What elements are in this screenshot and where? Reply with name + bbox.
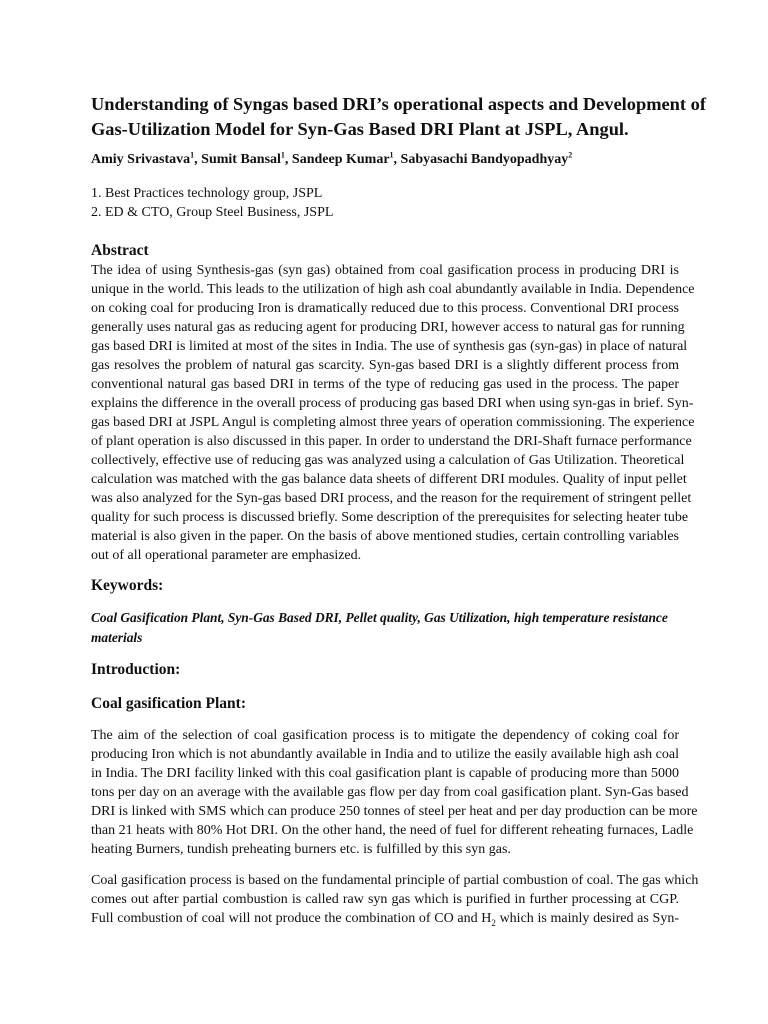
text-run: Full combustion of coal will not produce the combination of CO and H [91,911,492,926]
title-line: Gas-Utilization Model for Syn-Gas Based DRI Plant at JSPL, Angul. [91,119,629,139]
paragraph-line: gas resolves the problem of natural gas scarcity. Syn-gas based DRI is a slightly different process from [91,358,679,373]
author-affiliation-mark: 1 [190,150,195,160]
paragraph-line [91,909,679,928]
introduction-heading: Introduction: [91,661,181,678]
paragraph-line: was also analyzed for the Syn-gas based DRI process, and the reason for the requirement of stringent pellet [91,491,692,506]
paragraph-line: Coal gasification process is based on the fundamental principle of partial combustion of coal. The gas which [91,873,699,888]
paragraph-line: unique in the world. This leads to the utilization of high ash coal abundantly available in India. Dependence [91,282,695,297]
paragraph-line: gas based DRI at JSPL Angul is completing almost three years of operation commissioning. The experience [91,415,695,430]
paragraph-line: in India. The DRI facility linked with this coal gasification plant is capable of producing more than 5000 [91,766,679,781]
paragraph-line: The idea of using Synthesis-gas (syn gas) obtained from coal gasification process in producing DRI is [91,263,679,278]
keywords-list [91,608,679,648]
keywords-line: Coal Gasification Plant, Syn-Gas Based DRI, Pellet quality, Gas Utilization, high temperature resistance [91,610,668,625]
affiliation: 1. Best Practices technology group, JSPL [91,186,323,201]
author-separator: , [284,152,292,167]
abstract-body [91,261,695,565]
author-affiliation-mark: 1 [280,150,285,160]
paragraph-line: quality for such process is discussed briefly. Some description of the prerequisites for selecting heater tube [91,510,689,525]
paragraph-line: material is also given in the paper. On the basis of above mentioned studies, certain controlling variables [91,529,679,544]
abstract-heading: Abstract [91,242,149,259]
paragraph-line: generally uses natural gas as reducing agent for producing DRI, however access to natural gas for running [91,320,685,335]
paragraph-line: on coking coal for producing Iron is dramatically reduced due to this process. Conventional DRI process [91,301,679,316]
author-separator: , [393,152,401,167]
text-run: which is mainly desired as Syn- [495,911,679,926]
author-name: Sandeep Kumar [291,152,390,167]
paragraph-line: of plant operation is also discussed in this paper. In order to understand the DRI-Shaft furnace performance [91,434,692,449]
paper-title [91,92,706,142]
paragraph-line: producing Iron which is not abundantly available in India and to utilize the easily available high ash coal [91,747,679,762]
paragraph-line: heating Burners, tundish preheating burners etc. is fulfilled by this syn gas. [91,842,511,857]
author-name: Sumit Bansal [201,152,281,167]
paragraph-line: conventional natural gas based DRI in terms of the type of reducing gas used in the process. The paper [91,377,679,392]
coal-gasification-paragraph-2 [91,871,699,928]
author-name: Amiy Srivastava [91,152,191,167]
paragraph-line: calculation was matched with the gas balance data sheets of different DRI modules. Quality of input pellet [91,472,687,487]
paragraph-line: The aim of the selection of coal gasification process is to mitigate the dependency of coking coal for [91,728,679,743]
author-list [91,151,572,169]
section-heading: Coal gasification Plant: [91,695,246,712]
keywords-line: materials [91,630,143,645]
paragraph-line: DRI is linked with SMS which can produce 250 tonnes of steel per heat and per day production can be more [91,804,698,819]
paragraph-line: tons per day on an average with the available gas flow per day from coal gasification plant. Syn-Gas based [91,785,689,800]
coal-gasification-paragraph-1 [91,726,698,859]
paragraph-line: than 21 heats with 80% Hot DRI. On the other hand, the need of fuel for different reheating furnaces, Ladle [91,823,694,838]
title-line: Understanding of Syngas based DRI’s operational aspects and Development of [91,94,706,114]
paragraph-line: comes out after partial combustion is called raw syn gas which is purified in further processing at CGP. [91,892,679,907]
paragraph-line: collectively, effective use of reducing gas was analyzed using a calculation of Gas Utilization. Theoretical [91,453,685,468]
author-affiliation-mark: 1 [389,150,394,160]
author-affiliation-mark: 2 [568,150,573,160]
author-name: Sabyasachi Bandyopadhyay [400,152,569,167]
paragraph-line: out of all operational parameter are emphasized. [91,548,362,563]
keywords-heading: Keywords: [91,577,164,594]
subscript: 2 [491,917,496,928]
paragraph-line: explains the difference in the overall process of producing gas based DRI when using syn-gas in brief. Syn- [91,396,694,411]
author-separator: , [194,152,202,167]
affiliation: 2. ED & CTO, Group Steel Business, JSPL [91,205,334,220]
paragraph-line: gas based DRI is limited at most of the sites in India. The use of synthesis gas (syn-gas) in place of natural [91,339,688,354]
